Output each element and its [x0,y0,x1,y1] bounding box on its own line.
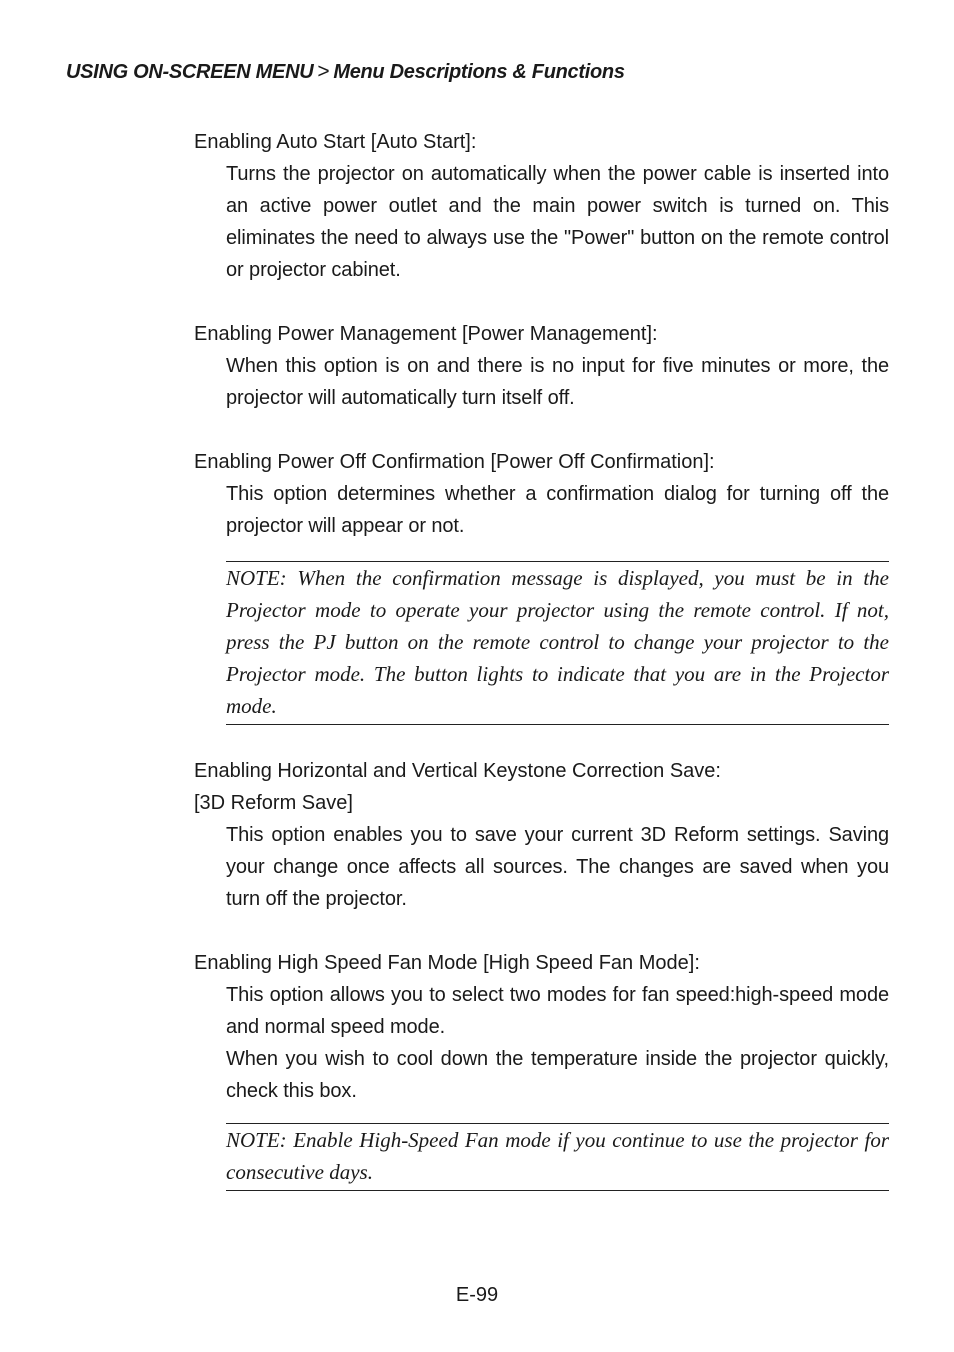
section-heading: Enabling Power Off Confirmation [Power Off Confirmation]: [194,451,715,473]
section-body: When you wish to cool down the temperature inside the projector quickly, check this box. [226,1048,889,1102]
section-body: This option enables you to save your current 3D Reform settings. Saving your change once affects all sources. The changes are saved when you turn off the projector. [226,824,889,910]
note-box: NOTE: Enable High-Speed Fan mode if you continue to use the projector for consecutive days. [226,1123,889,1191]
section-body: When this option is on and there is no input for five minutes or more, the projector will automatically turn itself off. [226,355,889,409]
section-body: This option determines whether a confirmation dialog for turning off the projector will appear or not. [226,483,889,537]
header-section: USING ON-SCREEN MENU [66,61,314,83]
section-heading: Enabling Horizontal and Vertical Keystone Correction Save: [194,760,721,782]
header-subsection: Menu Descriptions & Functions [333,61,625,83]
section-power-management [194,318,889,414]
section-body: Turns the projector on automatically when the power cable is inserted into an active power outlet and the main power switch is turned on. This eliminates the need to always use the "Power" button on the remote control or projector cabinet. [226,163,889,281]
page-number: E-99 [455,1284,499,1306]
section-heading: Enabling Power Management [Power Management]: [194,323,658,345]
page-content [194,126,889,1191]
section-heading-line-2: [3D Reform Save] [194,792,353,814]
note-box: NOTE: When the confirmation message is displayed, you must be in the Projector mode to operate your projector using the remote control. If not, press the PJ button on the remote control to change your projector to the Projector mode. The button lights to indicate that you are in the Projector mode. [226,561,889,725]
page-header [66,60,625,84]
section-high-speed-fan-mode [194,947,889,1191]
section-3d-reform-save [194,755,889,915]
header-separator: > [317,60,330,83]
section-heading: Enabling Auto Start [Auto Start]: [194,131,477,153]
section-auto-start [194,126,889,286]
section-heading: Enabling High Speed Fan Mode [High Speed Fan Mode]: [194,952,700,974]
section-body: This option allows you to select two modes for fan speed:high-speed mode and normal speed mode. [226,984,889,1038]
section-power-off-confirmation [194,446,889,725]
